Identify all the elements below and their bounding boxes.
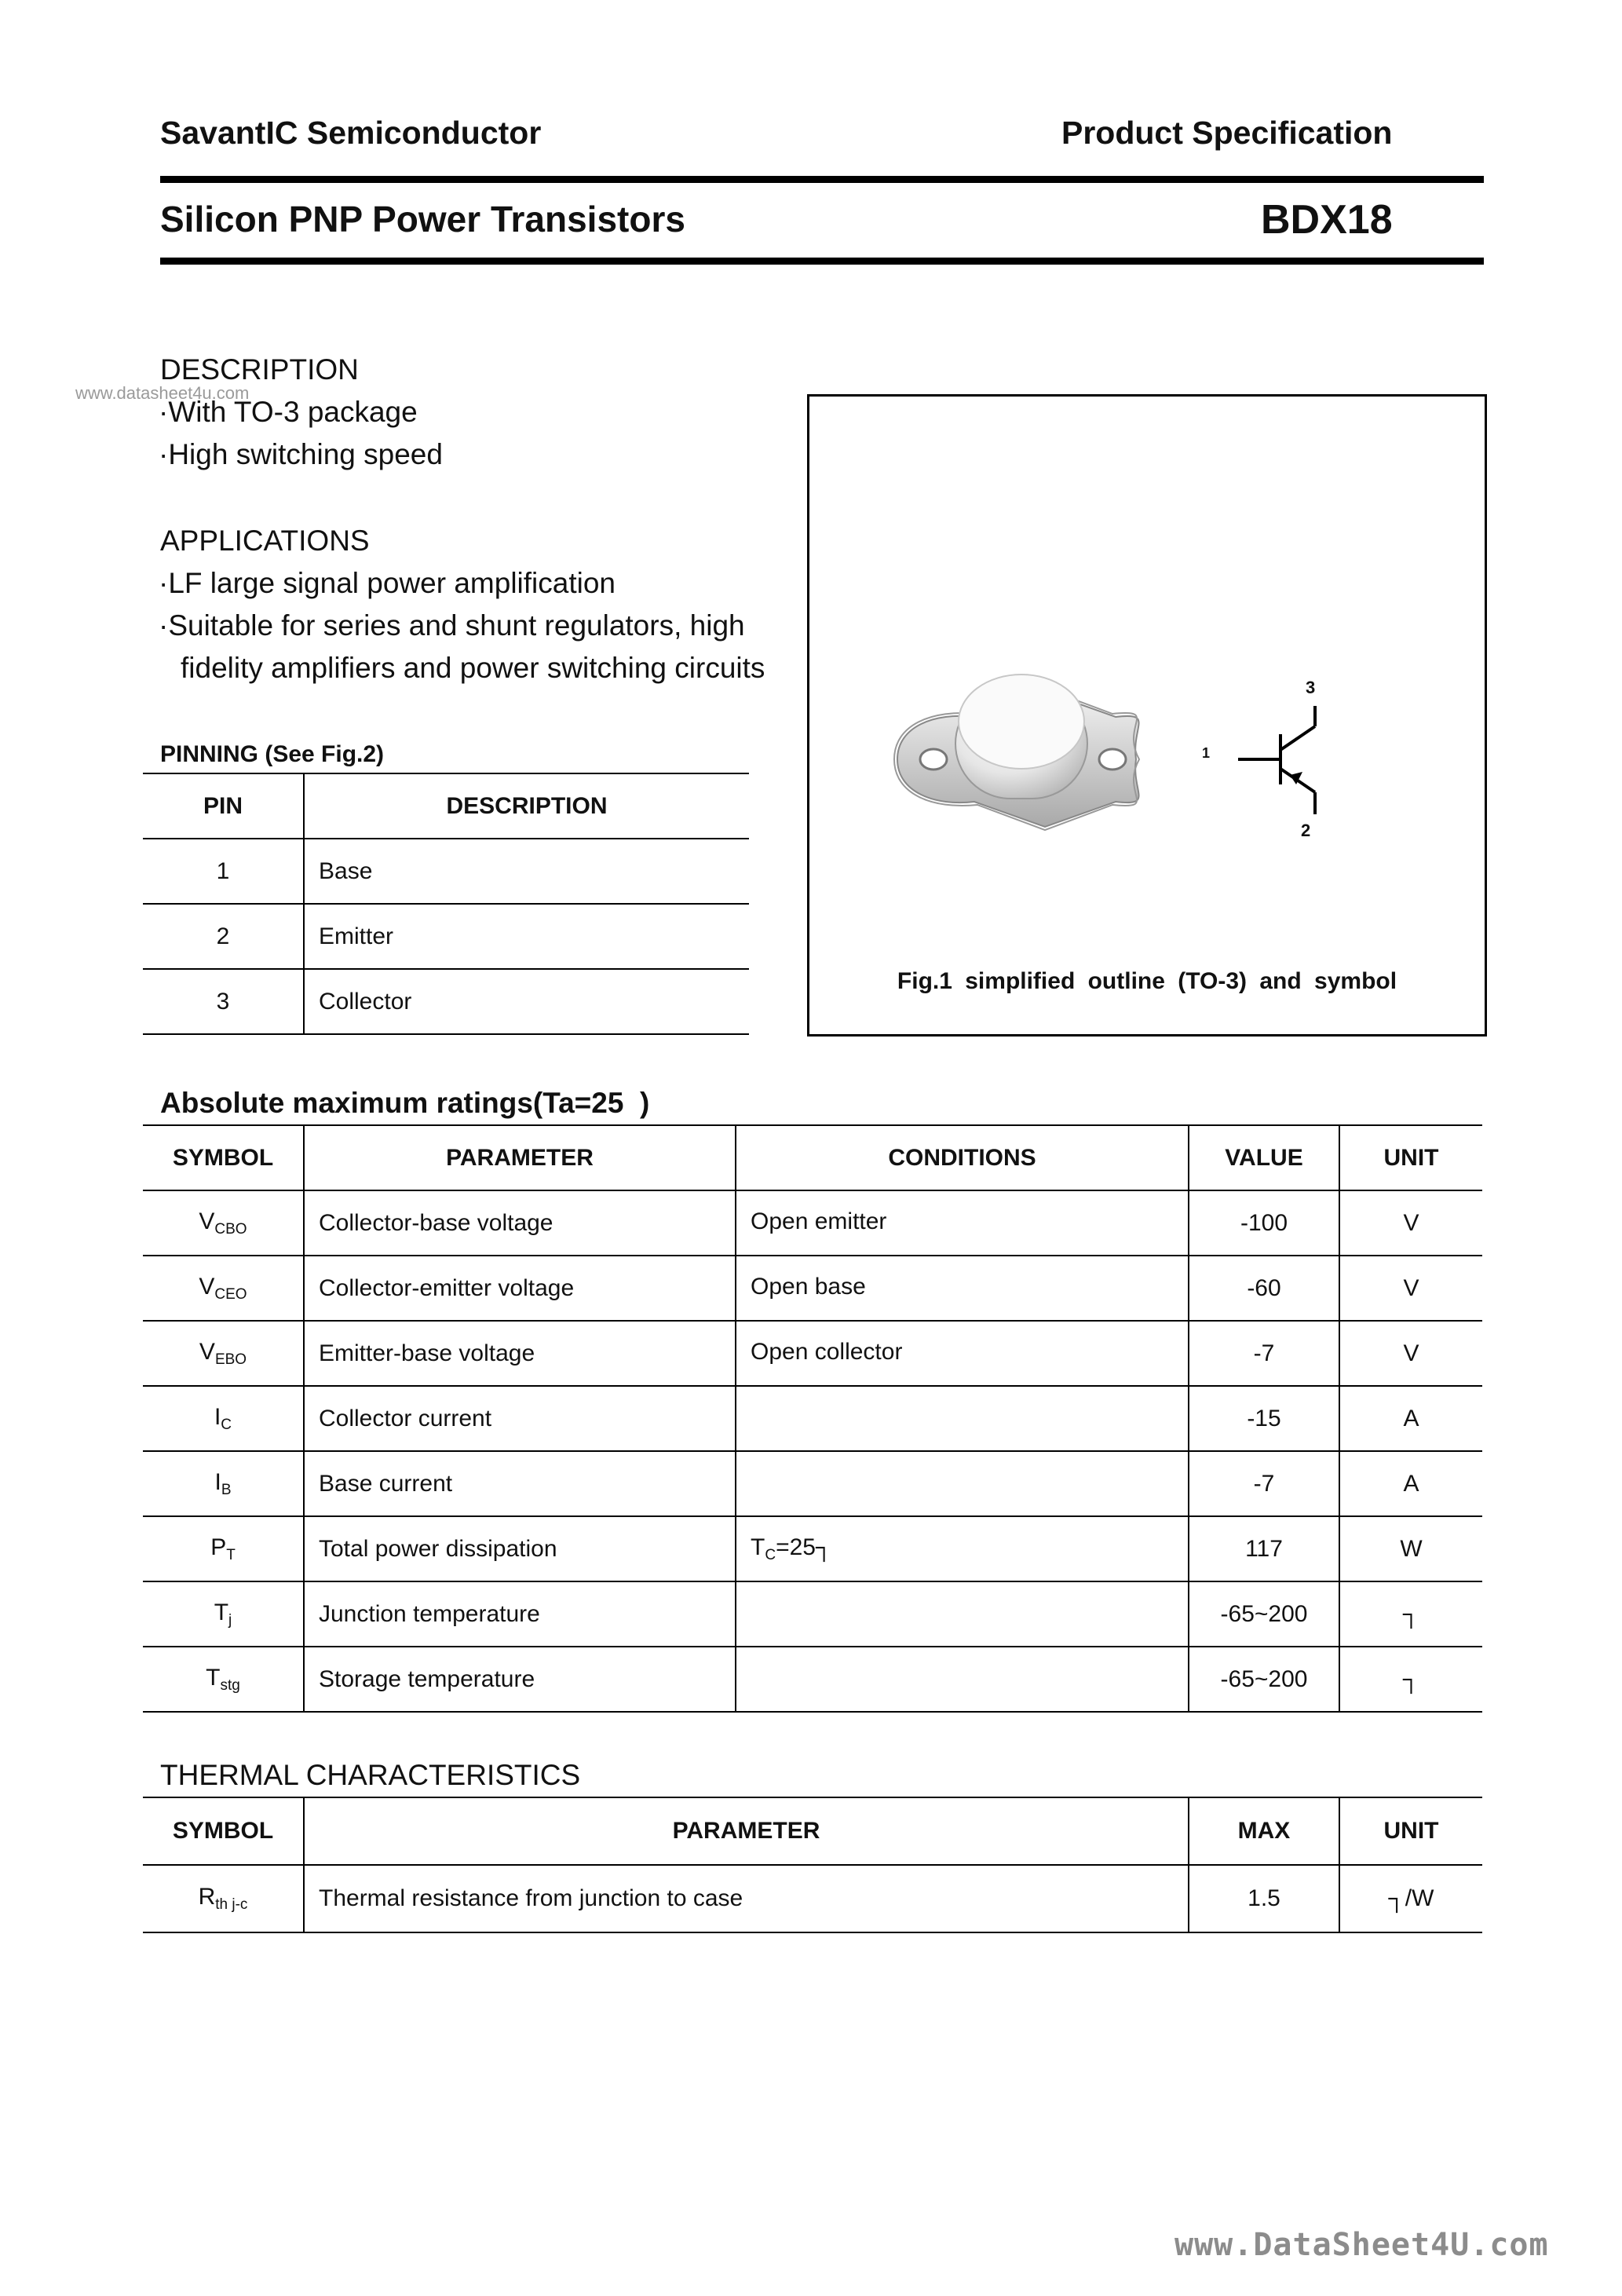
pinning-header-pin: PIN xyxy=(143,773,304,839)
pinning-header-row xyxy=(143,773,749,839)
max-cell: 1.5 xyxy=(1189,1865,1339,1932)
table-row xyxy=(143,904,749,969)
value-cell: -100 xyxy=(1189,1190,1339,1256)
table-row xyxy=(143,1190,1482,1256)
parameter-cell: Collector current xyxy=(304,1386,736,1451)
header-rule-top xyxy=(160,176,1484,183)
value-cell: -7 xyxy=(1189,1321,1339,1386)
symbol-subscript: C xyxy=(221,1416,232,1433)
conditions-subscript: C xyxy=(765,1546,776,1563)
symbol-cell xyxy=(143,1647,304,1712)
conditions-cell xyxy=(736,1256,1189,1321)
symbol-letter: I xyxy=(214,1403,221,1430)
abs-max-title: Absolute maximum ratings(Ta=25 ) xyxy=(160,1087,650,1119)
parameter-cell: Collector-emitter voltage xyxy=(304,1256,736,1321)
header-unit: UNIT xyxy=(1339,1797,1482,1865)
symbol-subscript: T xyxy=(226,1546,236,1563)
symbol-cell xyxy=(143,1321,304,1386)
figure-box xyxy=(807,394,1487,1036)
company-name: SavantIC Semiconductor xyxy=(160,115,542,151)
table-row xyxy=(143,1647,1482,1712)
parameter-cell: Emitter-base voltage xyxy=(304,1321,736,1386)
header-symbol: SYMBOL xyxy=(143,1125,304,1190)
pin-number: 1 xyxy=(143,839,304,904)
unit-cell: A xyxy=(1339,1451,1482,1516)
application-line: ·Suitable for series and shunt regulators, high xyxy=(159,609,745,642)
conditions-text: Open collector xyxy=(751,1338,903,1365)
table-row xyxy=(143,1386,1482,1451)
symbol-subscript: EBO xyxy=(214,1351,247,1368)
symbol-letter: V xyxy=(199,1208,215,1234)
header-conditions: CONDITIONS xyxy=(736,1125,1189,1190)
table-row xyxy=(143,1451,1482,1516)
thermal-title: THERMAL CHARACTERISTICS xyxy=(160,1759,581,1791)
pinning-header-description: DESCRIPTION xyxy=(304,773,749,839)
symbol-cell xyxy=(143,1451,304,1516)
collector-line xyxy=(1280,726,1315,750)
unit-cell: W xyxy=(1339,1516,1482,1581)
product-line: Silicon PNP Power Transistors xyxy=(160,199,685,239)
thermal-table xyxy=(143,1797,1482,1933)
applications-title: APPLICATIONS xyxy=(160,525,370,557)
table-row xyxy=(143,839,749,904)
value-cell: -65~200 xyxy=(1189,1581,1339,1647)
symbol-subscript: j xyxy=(228,1611,232,1629)
conditions-cell xyxy=(736,1451,1189,1516)
symbol-cell xyxy=(143,1516,304,1581)
conditions-text: Open emitter xyxy=(751,1208,887,1234)
symbol-letter: V xyxy=(199,1273,215,1300)
header-symbol: SYMBOL xyxy=(143,1797,304,1865)
pnp-transistor-symbol xyxy=(1238,706,1315,814)
to3-package-illustration xyxy=(809,397,1485,1034)
parameter-cell: Junction temperature xyxy=(304,1581,736,1647)
pin-number: 2 xyxy=(143,904,304,969)
table-row xyxy=(143,1865,1482,1932)
header-parameter: PARAMETER xyxy=(304,1125,736,1190)
symbol-cell xyxy=(143,1190,304,1256)
symbol-subscript: th j-c xyxy=(215,1896,248,1913)
pin-number: 3 xyxy=(143,969,304,1034)
watermark-top: www.datasheet4u.com xyxy=(75,383,250,403)
application-line: ·LF large signal power amplification xyxy=(159,567,616,599)
description-item: ·High switching speed xyxy=(159,438,443,470)
symbol-letter: T xyxy=(214,1599,229,1625)
conditions-cell xyxy=(736,1321,1189,1386)
conditions-cell xyxy=(736,1516,1189,1581)
pin-label-2: 2 xyxy=(1301,821,1311,840)
part-number: BDX18 xyxy=(1261,197,1393,243)
thermal-header-row xyxy=(143,1797,1482,1865)
doc-type: Product Specification xyxy=(1061,115,1393,151)
parameter-cell: Storage temperature xyxy=(304,1647,736,1712)
symbol-letter: V xyxy=(199,1338,215,1365)
mounting-hole-right xyxy=(1099,749,1126,770)
pin-description: Emitter xyxy=(304,904,749,969)
pinning-table xyxy=(143,773,749,1035)
table-row xyxy=(143,1516,1482,1581)
parameter-cell: Total power dissipation xyxy=(304,1516,736,1581)
value-cell: 117 xyxy=(1189,1516,1339,1581)
unit-cell: ┐ xyxy=(1339,1647,1482,1712)
symbol-cell xyxy=(143,1386,304,1451)
table-row xyxy=(143,1321,1482,1386)
header-max: MAX xyxy=(1189,1797,1339,1865)
figure-caption: Fig.1 simplified outline (TO-3) and symbol xyxy=(897,968,1397,994)
conditions-tail: =25┐ xyxy=(776,1534,833,1560)
header-unit: UNIT xyxy=(1339,1125,1482,1190)
pinning-title: PINNING (See Fig.2) xyxy=(160,741,385,767)
unit-cell: V xyxy=(1339,1321,1482,1386)
symbol-letter: P xyxy=(210,1534,227,1560)
conditions-cell xyxy=(736,1190,1189,1256)
unit-cell: ┐/W xyxy=(1339,1865,1482,1932)
mounting-hole-left xyxy=(920,749,947,770)
conditions-text: T xyxy=(751,1534,765,1560)
value-cell: -60 xyxy=(1189,1256,1339,1321)
symbol-subscript: CEO xyxy=(214,1285,247,1303)
watermark-bottom: www.DataSheet4U.com xyxy=(1174,2227,1549,2263)
conditions-cell xyxy=(736,1581,1189,1647)
application-line: fidelity amplifiers and power switching circuits xyxy=(181,652,765,684)
value-cell: -65~200 xyxy=(1189,1647,1339,1712)
table-row xyxy=(143,969,749,1034)
parameter-cell: Thermal resistance from junction to case xyxy=(304,1865,1189,1932)
abs-max-table xyxy=(143,1124,1482,1713)
description-item: ·With TO-3 package xyxy=(159,396,418,428)
symbol-letter: I xyxy=(214,1468,221,1495)
symbol-cell xyxy=(143,1581,304,1647)
unit-cell: ┐ xyxy=(1339,1581,1482,1647)
symbol-letter: R xyxy=(198,1884,216,1910)
symbol-letter: T xyxy=(206,1664,221,1691)
symbol-subscript: B xyxy=(221,1481,232,1498)
conditions-cell xyxy=(736,1647,1189,1712)
parameter-cell: Collector-base voltage xyxy=(304,1190,736,1256)
table-row xyxy=(143,1581,1482,1647)
header-value: VALUE xyxy=(1189,1125,1339,1190)
symbol-cell xyxy=(143,1256,304,1321)
parameter-cell: Base current xyxy=(304,1451,736,1516)
symbol-subscript: CBO xyxy=(214,1220,247,1238)
unit-cell: A xyxy=(1339,1386,1482,1451)
unit-cell: V xyxy=(1339,1190,1482,1256)
pin-label-1: 1 xyxy=(1202,745,1211,761)
pin-description: Base xyxy=(304,839,749,904)
symbol-subscript: stg xyxy=(220,1676,240,1694)
can-top xyxy=(959,675,1084,769)
symbol-cell xyxy=(143,1865,304,1932)
value-cell: -15 xyxy=(1189,1386,1339,1451)
conditions-text: Open base xyxy=(751,1273,866,1300)
value-cell: -7 xyxy=(1189,1451,1339,1516)
header-parameter: PARAMETER xyxy=(304,1797,1189,1865)
unit-cell: V xyxy=(1339,1256,1482,1321)
abs-max-header-row xyxy=(143,1125,1482,1190)
pin-label-3: 3 xyxy=(1306,678,1316,697)
description-title: DESCRIPTION xyxy=(160,353,359,386)
table-row xyxy=(143,1256,1482,1321)
pin-description: Collector xyxy=(304,969,749,1034)
conditions-cell xyxy=(736,1386,1189,1451)
header-rule-bottom xyxy=(160,258,1484,265)
